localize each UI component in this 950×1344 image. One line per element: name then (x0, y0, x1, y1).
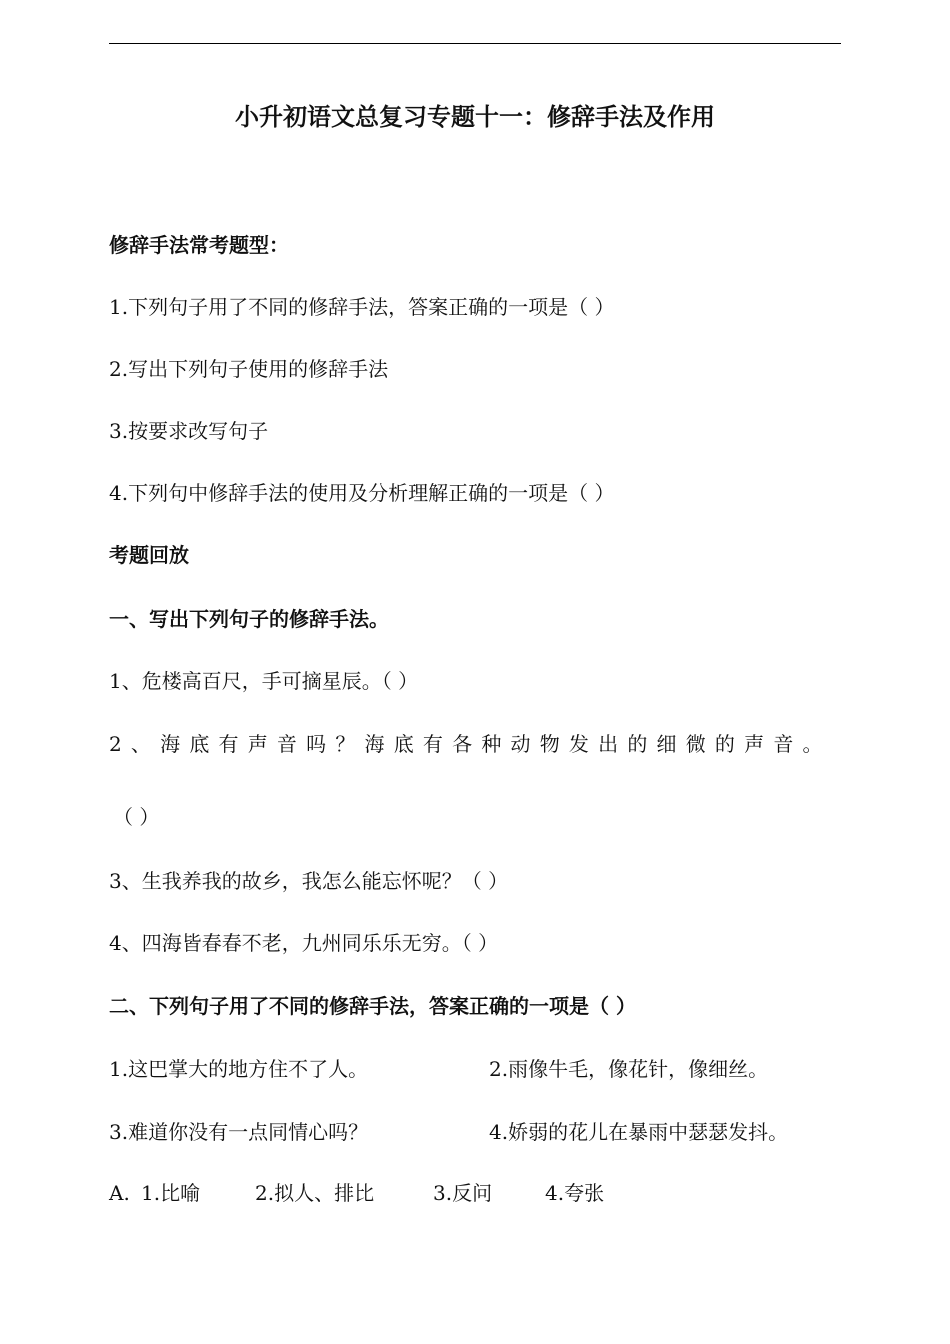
part1-question-1: 1、危楼高百尺，手可摘星辰。（ ） (109, 669, 419, 693)
option-a-item-1: 1.比喻 (141, 1181, 201, 1205)
type-item-1: 1.下列句子用了不同的修辞手法，答案正确的一项是（ ） (109, 295, 615, 319)
option-a-item-3: 3.反问 (433, 1181, 493, 1205)
type-item-3: 3.按要求改写句子 (109, 419, 269, 443)
page-title: 小升初语文总复习专题十一：修辞手法及作用 (235, 103, 715, 131)
part2-sentence-2: 2.雨像牛毛，像花针，像细丝。 (489, 1057, 769, 1081)
part2-option-a (109, 1178, 604, 1208)
part1-question-2: 2、海底有声音吗？海底有各种动物发出的细微的声音。 (109, 732, 832, 756)
part2-heading: 二、下列句子用了不同的修辞手法，答案正确的一项是（ ） (109, 994, 636, 1018)
header-rule (109, 43, 841, 44)
part1-question-3: 3、生我养我的故乡，我怎么能忘怀呢？（ ） (109, 869, 509, 893)
option-a-item-4: 4.夸张 (545, 1181, 605, 1205)
option-a-item-2: 2.拟人、排比 (255, 1181, 375, 1205)
type-item-4: 4.下列句中修辞手法的使用及分析理解正确的一项是（ ） (109, 481, 615, 505)
part1-heading: 一、写出下列句子的修辞手法。 (109, 607, 389, 631)
part1-question-4: 4、四海皆春春不老，九州同乐乐无穷。（ ） (109, 931, 499, 955)
part1-question-2-blank: （ ） (113, 805, 160, 829)
part2-sentence-3: 3.难道你没有一点同情心吗？ (109, 1120, 369, 1144)
section-heading-types: 修辞手法常考题型： (109, 233, 289, 257)
part2-sentence-4: 4.娇弱的花儿在暴雨中瑟瑟发抖。 (489, 1120, 789, 1144)
part2-sentence-1: 1.这巴掌大的地方住不了人。 (109, 1057, 369, 1081)
option-a-label: A. (109, 1181, 130, 1205)
review-heading: 考题回放 (109, 543, 189, 567)
type-item-2: 2.写出下列句子使用的修辞手法 (109, 357, 389, 381)
